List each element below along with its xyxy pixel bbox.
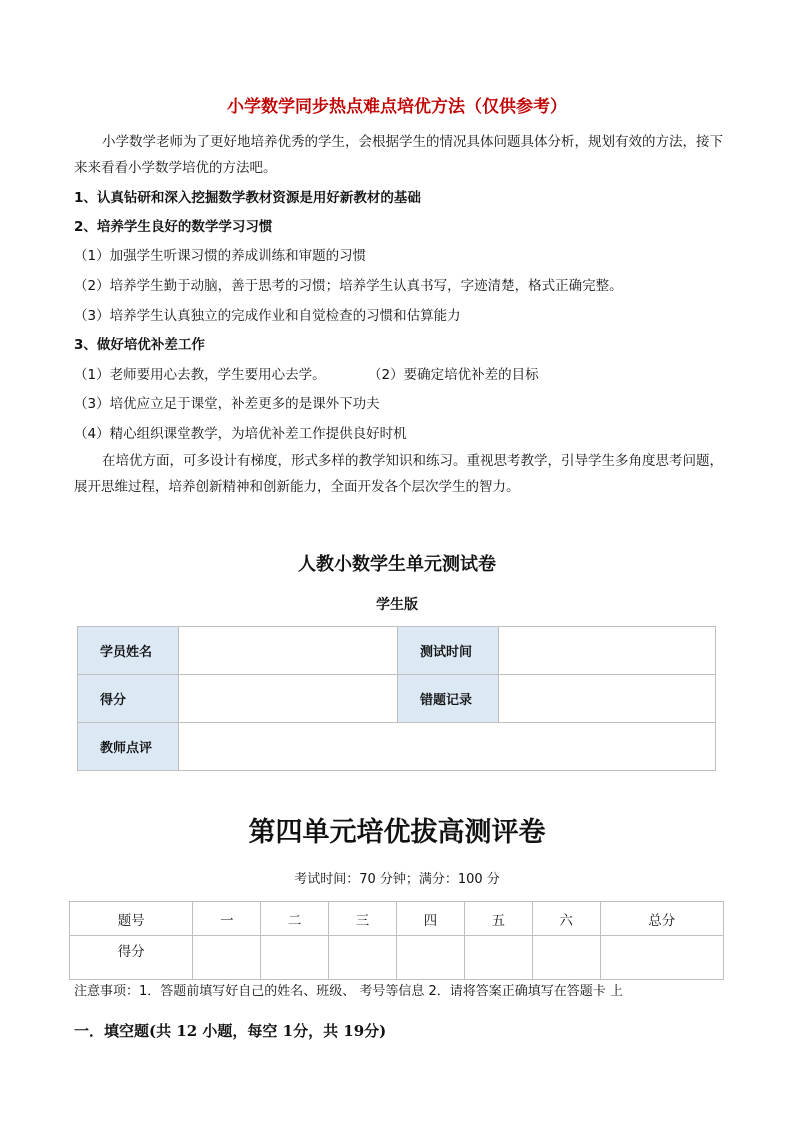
exam-notice: 注意事项：1．答题前填写好自己的姓名、班级、 考号等信息 2．请将答案正确填写在答题卡 上 bbox=[74, 984, 623, 999]
point-2: 2、培养学生良好的数学学习习惯 bbox=[74, 219, 273, 235]
score-cell[interactable] bbox=[261, 936, 329, 980]
score-header: 题号 bbox=[70, 902, 193, 936]
point-3-1: （1）老师要用心去教，学生要用心去学。 bbox=[74, 367, 326, 383]
article-title: 小学数学同步热点难点培优方法（仅供参考） bbox=[227, 97, 567, 117]
score-header: 二 bbox=[261, 902, 329, 936]
point-2-1: （1）加强学生听课习惯的养成训练和审题的习惯 bbox=[74, 248, 367, 264]
point-3-4: （4）精心组织课堂教学，为培优补差工作提供良好时机 bbox=[74, 426, 407, 442]
score-cell[interactable] bbox=[464, 936, 532, 980]
score-cell[interactable] bbox=[600, 936, 723, 980]
field-teacher-comment[interactable] bbox=[179, 723, 716, 771]
score-header: 三 bbox=[329, 902, 397, 936]
point-2-2: （2）培养学生勤于动脑，善于思考的习惯；培养学生认真书写，字迹清楚，格式正确完整。 bbox=[74, 278, 623, 294]
closing-paragraph: 在培优方面，可多设计有梯度，形式多样的教学知识和练习。重视思考教学，引导学生多角度思考问题，展开思维过程，培养创新精神和创新能力，全面开发各个层次学生的智力。 bbox=[74, 453, 723, 495]
score-cell[interactable] bbox=[532, 936, 600, 980]
label-student-name: 学员姓名 bbox=[78, 627, 179, 675]
score-cell[interactable] bbox=[329, 936, 397, 980]
test-version: 学生版 bbox=[376, 597, 418, 613]
score-cell[interactable] bbox=[396, 936, 464, 980]
label-wrong-record: 错题记录 bbox=[398, 675, 499, 723]
test-title: 人教小数学生单元测试卷 bbox=[298, 554, 496, 575]
point-3-2: （2）要确定培优补差的目标 bbox=[368, 367, 539, 383]
field-wrong-record[interactable] bbox=[499, 675, 716, 723]
point-2-3: （3）培养学生认真独立的完成作业和自觉检查的习惯和估算能力 bbox=[74, 308, 461, 324]
score-table bbox=[69, 901, 724, 980]
score-header: 四 bbox=[396, 902, 464, 936]
score-cell[interactable] bbox=[193, 936, 261, 980]
score-header: 总分 bbox=[600, 902, 723, 936]
score-header: 六 bbox=[532, 902, 600, 936]
point-3-3: （3）培优应立足于课堂，补差更多的是课外下功夫 bbox=[74, 396, 380, 412]
score-header: 五 bbox=[464, 902, 532, 936]
field-test-time[interactable] bbox=[499, 627, 716, 675]
student-info-table bbox=[77, 626, 716, 771]
exam-info: 考试时间：70 分钟；满分：100 分 bbox=[294, 872, 500, 887]
intro-paragraph: 小学数学老师为了更好地培养优秀的学生，会根据学生的情况具体问题具体分析，规划有效的方法，接下来来看看小学数学培优的方法吧。 bbox=[74, 134, 723, 176]
field-score[interactable] bbox=[179, 675, 398, 723]
label-test-time: 测试时间 bbox=[398, 627, 499, 675]
point-1: 1、认真钻研和深入挖掘数学教材资源是用好新教材的基础 bbox=[74, 190, 421, 206]
exam-title: 第四单元培优拔高测评卷 bbox=[248, 817, 546, 848]
score-row-label: 得分 bbox=[70, 936, 193, 980]
field-student-name[interactable] bbox=[179, 627, 398, 675]
label-score: 得分 bbox=[78, 675, 179, 723]
score-header: 一 bbox=[193, 902, 261, 936]
section-fill-blank: 一．填空题(共 12 小题，每空 1分，共 19分) bbox=[74, 1022, 387, 1040]
point-3: 3、做好培优补差工作 bbox=[74, 337, 205, 353]
label-teacher-comment: 教师点评 bbox=[78, 723, 179, 771]
